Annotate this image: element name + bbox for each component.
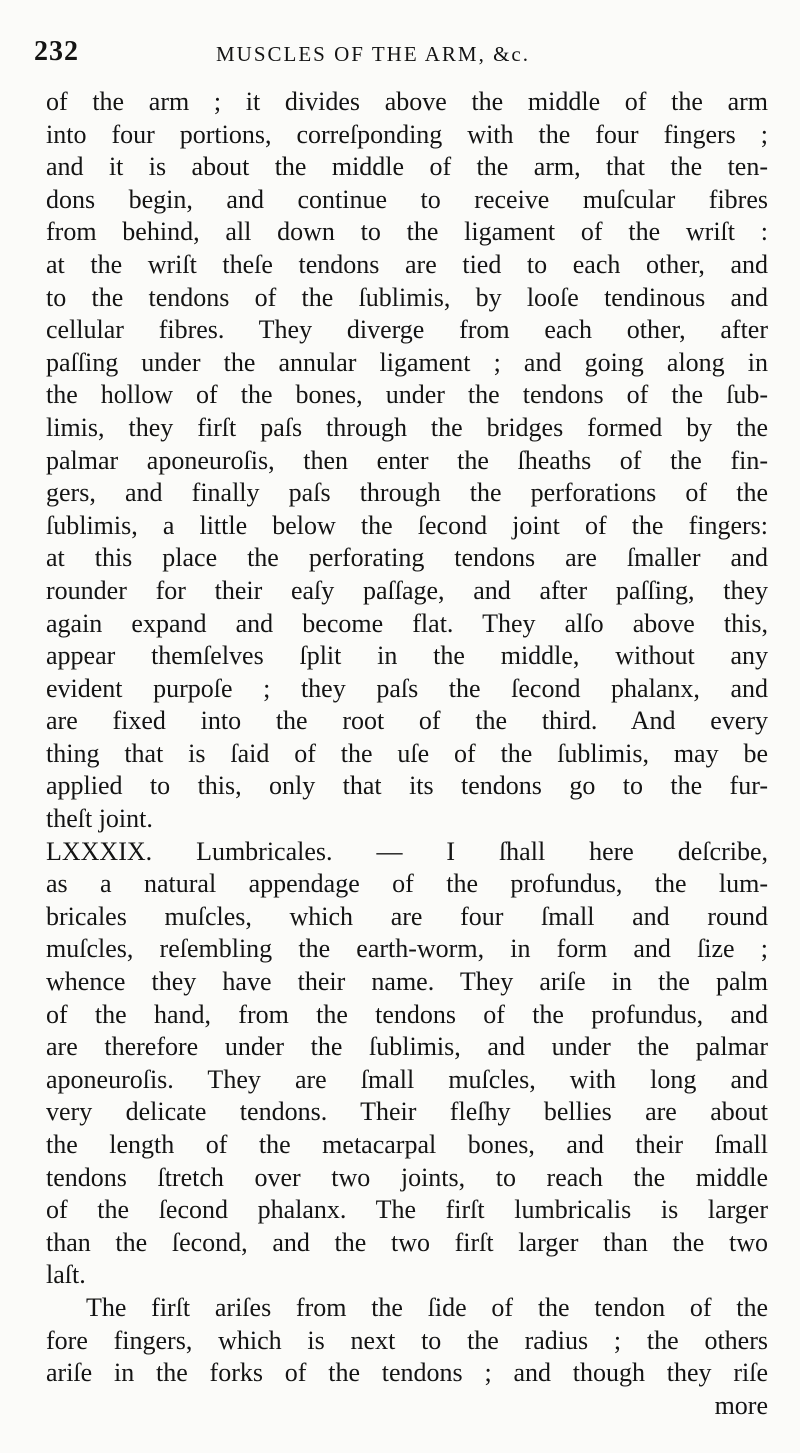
text-line: aponeuroſis. They are ſmall muſcles, with long and [46,1064,768,1094]
text-line: bricales muſcles, which are four ſmall and round [46,901,768,931]
text-line: are therefore under the ſublimis, and under the palmar [46,1032,768,1062]
page-number: 232 [34,36,79,67]
body-text [46,86,768,1422]
text-line: thing that is ſaid of the uſe of the ſublimis, may be [46,738,768,768]
text-line: the length of the metacarpal bones, and their ſmall [46,1130,768,1159]
text-line: dons begin, and continue to receive muſcular fibres [46,184,768,214]
text-line: tendons ſtretch over two joints, to reach the middle [46,1162,768,1192]
text-line: The firſt ariſes from the ſide of the tendon of the [86,1292,768,1322]
text-line: again expand and become flat. They alſo above this, [46,608,768,638]
catchword: more [714,1390,768,1420]
text-line: and it is about the middle of the arm, that the ten- [46,152,768,182]
text-line: of the arm ; it divides above the middle of the arm [46,87,768,116]
text-line: from behind, all down to the ligament of the wriſt : [46,217,768,247]
text-line: as a natural appendage of the profundus, the lum- [46,869,768,899]
text-line: than the ſecond, and the two firſt larger than the two [46,1227,768,1257]
text-line: gers, and finally paſs through the perforations of the [46,478,768,508]
text-line: theſt joint. [46,804,153,834]
text-line: ariſe in the forks of the tendons ; and though they riſe [46,1358,768,1388]
running-head: MUSCLES OF THE ARM, &c. [216,42,530,66]
text-line: appear themſelves ſplit in the middle, without any [46,641,768,671]
text-line: of the ſecond phalanx. The firſt lumbricalis is larger [46,1195,768,1225]
text-line: of the hand, from the tendons of the profundus, and [46,999,768,1029]
section-heading-line: LXXXIX. Lumbricales. — I ſhall here deſcribe, [46,836,768,866]
text-line: at this place the perforating tendons are ſmaller and [46,543,768,573]
text-line: applied to this, only that its tendons go to the fur- [46,771,768,801]
text-line: are fixed into the root of the third. And every [46,706,768,736]
text-line: fore fingers, which is next to the radius ; the others [46,1325,768,1355]
text-line: limis, they firſt paſs through the bridges formed by the [46,412,768,442]
text-line: into four portions, correſponding with the four fingers ; [46,119,768,149]
text-line: at the wriſt theſe tendons are tied to each other, and [46,249,768,279]
text-line: palmar aponeuroſis, then enter the ſheaths of the fin- [46,445,768,475]
text-line: cellular fibres. They diverge from each other, after [46,315,768,345]
text-line: laſt. [46,1260,86,1290]
text-line: very delicate tendons. Their fleſhy bellies are about [46,1097,768,1127]
text-line: paſſing under the annular ligament ; and going along in [46,347,768,377]
text-line: to the tendons of the ſublimis, by looſe tendinous and [46,282,768,312]
text-line: muſcles, reſembling the earth-worm, in form and ſize ; [46,934,768,964]
text-line: the hollow of the bones, under the tendons of the ſub- [46,380,768,410]
text-line: evident purpoſe ; they paſs the ſecond phalanx, and [46,673,768,703]
text-line: whence they have their name. They ariſe in the palm [46,967,768,997]
text-line: rounder for their eaſy paſſage, and after paſſing, they [46,575,768,605]
text-line: ſublimis, a little below the ſecond joint of the fingers: [46,510,768,540]
page-header [34,36,774,72]
